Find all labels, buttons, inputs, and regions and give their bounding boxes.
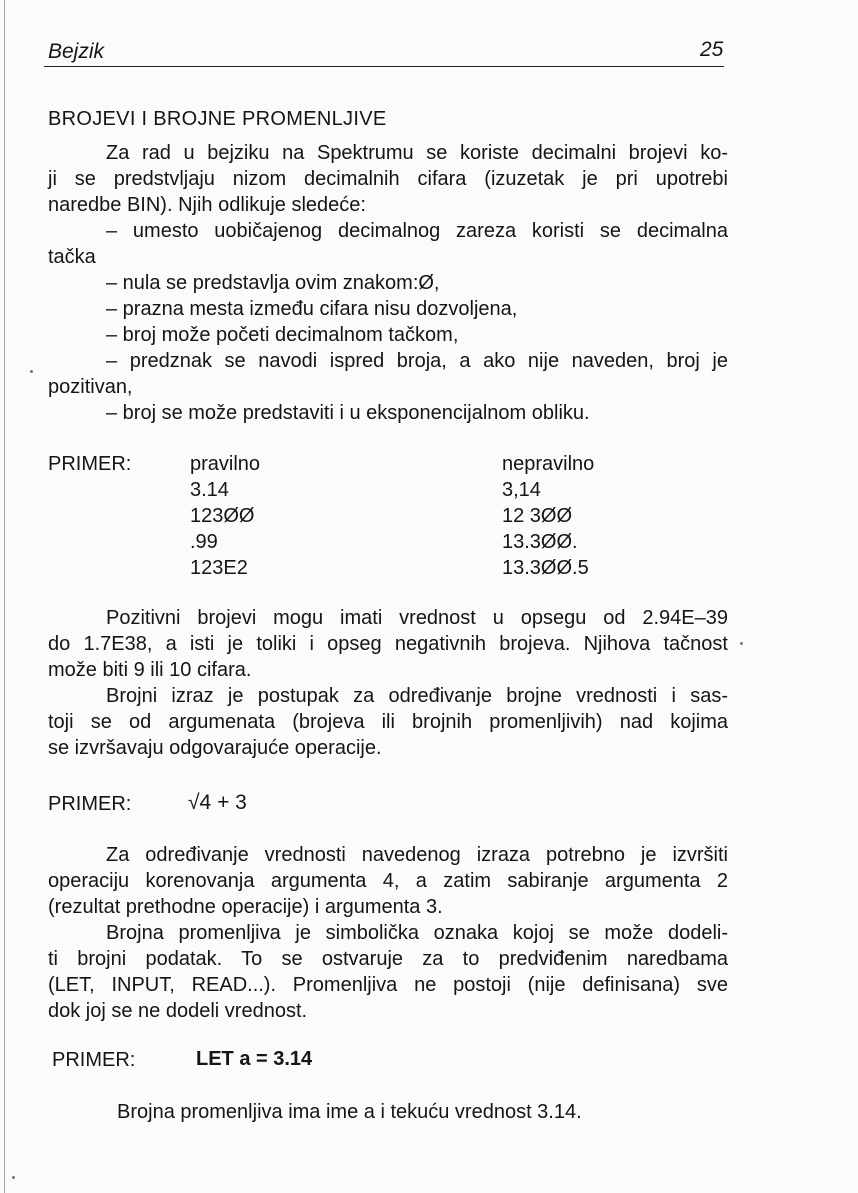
text-line: dok joj se ne dodeli vrednost. — [48, 1000, 308, 1022]
example-value: 13.3ØØ.5 — [502, 557, 589, 579]
scan-speck — [740, 642, 743, 645]
text-line: naredbe BIN). Njih odlikuje sledeće: — [48, 194, 366, 216]
text-line: (rezultat prethodne operacije) i argumenta 3. — [48, 896, 443, 918]
page-edge — [4, 0, 5, 1193]
example-label: PRIMER: — [48, 793, 132, 815]
text-line: Brojni izraz je postupak za određivanje brojne vrednosti i sas- — [106, 685, 728, 707]
variable-paragraph — [48, 920, 728, 1024]
code-example: LET a = 3.14 — [196, 1048, 313, 1070]
page-number: 25 — [700, 38, 724, 61]
square-root-term: √4 — [188, 791, 212, 814]
header-rule — [44, 66, 724, 67]
example-value: 3.14 — [190, 479, 229, 501]
column-header: nepravilno — [502, 453, 595, 475]
text-line: Brojna promenljiva je simbolička oznaka kojoj se može dodeli- — [106, 922, 728, 944]
text-line: toji se od argumenata (brojeva ili brojnih promenljivih) nad kojima — [48, 711, 728, 733]
scan-speck — [12, 1176, 15, 1179]
list-item: – nula se predstavlja ovim znakom:Ø, — [106, 272, 440, 294]
example-label: PRIMER: — [52, 1049, 136, 1071]
text-line: može biti 9 ili 10 cifara. — [48, 659, 252, 681]
text-line: ti brojni podatak. To se ostvaruje za to predviđenim naredbama — [48, 948, 728, 970]
example-label: PRIMER: — [48, 453, 132, 475]
example-value: 12 3ØØ — [502, 505, 573, 527]
text-line: operaciju korenovanja argumenta 4, a zatim sabiranje argumenta 2 — [48, 870, 728, 892]
incorrect-column — [502, 451, 594, 581]
section-heading: BROJEVI I BROJNE PROMENLJIVE — [48, 108, 387, 130]
example-value: .99 — [190, 531, 218, 553]
scan-speck — [30, 370, 33, 373]
running-header-title: Bejzik — [48, 40, 105, 63]
text-line: Za rad u bejziku na Spektrumu se koriste decimalni brojevi ko- — [106, 142, 728, 164]
list-item-continuation: pozitivan, — [48, 376, 133, 398]
text-line: do 1.7E38, a isti je toliki i opseg negativnih brojeva. Njihova tačnost — [48, 633, 728, 655]
list-item: – broj može početi decimalnom tačkom, — [106, 324, 459, 346]
rules-list — [48, 218, 728, 426]
example-value: 13.3ØØ. — [502, 531, 578, 553]
addition-term: + 3 — [217, 791, 247, 814]
radical-expression — [188, 791, 247, 815]
closing-sentence: Brojna promenljiva ima ime a i tekuću vrednost 3.14. — [117, 1101, 582, 1123]
text-line: se izvršavaju odgovarajuće operacije. — [48, 737, 382, 759]
column-header: pravilno — [190, 453, 261, 475]
list-item: – broj se može predstaviti i u eksponencijalnom obliku. — [106, 402, 590, 424]
example-value: 3,14 — [502, 479, 541, 501]
list-item-continuation: tačka — [48, 246, 96, 268]
text-line: ji se predstvljaju nizom decimalnih cifara (izuzetak je pri upotrebi — [48, 168, 728, 190]
list-item: – predznak se navodi ispred broja, a ako nije naveden, broj je — [106, 350, 728, 372]
correct-column — [190, 451, 260, 581]
range-paragraph — [48, 605, 728, 683]
list-item: – umesto uobičajenog decimalnog zareza koristi se decimalna — [106, 220, 728, 242]
text-line: Pozitivni brojevi mogu imati vrednost u opsegu od 2.94E–39 — [106, 607, 728, 629]
example-value: 123E2 — [190, 557, 248, 579]
evaluation-paragraph — [48, 842, 728, 920]
text-line: (LET, INPUT, READ...). Promenljiva ne postoji (nije definisana) sve — [48, 974, 728, 996]
example-value: 123ØØ — [190, 505, 255, 527]
intro-paragraph — [48, 140, 728, 218]
text-line: Za određivanje vrednosti navedenog izraza potrebno je izvršiti — [106, 844, 728, 866]
list-item: – prazna mesta između cifara nisu dozvoljena, — [106, 298, 518, 320]
expression-paragraph — [48, 683, 728, 761]
